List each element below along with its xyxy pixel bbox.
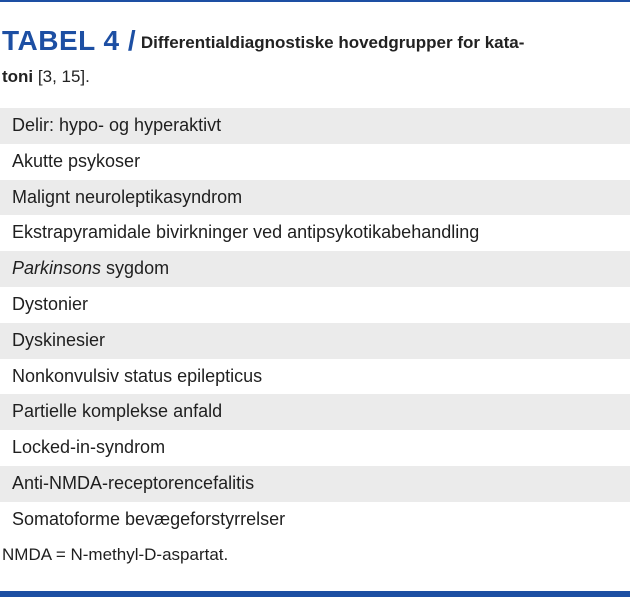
- table-title: [2, 24, 626, 94]
- table-row: [0, 144, 630, 180]
- table-caption-refs: [3, 15].: [37, 67, 90, 86]
- table-row: [0, 466, 630, 502]
- row-label: Anti-NMDA-receptorencefalitis: [12, 472, 255, 493]
- row-label: sygdom: [101, 258, 170, 279]
- table-row: [0, 108, 630, 144]
- table-row: [0, 502, 630, 538]
- table-row: [0, 251, 630, 287]
- row-label: Dystonier: [12, 293, 89, 314]
- table-row: [0, 323, 630, 359]
- row-label: Ekstrapyramidale bivirkninger ved antipsykotikabehandling: [12, 222, 480, 243]
- row-label: Somatoforme bevægeforstyrrelser: [12, 508, 286, 529]
- diagnosis-table: [0, 108, 630, 538]
- row-label: Partielle komplekse anfald: [12, 401, 223, 422]
- row-label-italic: Parkinsons: [12, 258, 102, 279]
- table-caption-line1: Differentialdiagnostiske hovedgrupper for kata-: [140, 33, 525, 52]
- bottom-rule: [0, 591, 630, 597]
- row-label: Locked-in-syndrom: [12, 437, 166, 458]
- row-label: Delir: hypo- og hyperaktivt: [12, 115, 222, 135]
- row-label: Malignt neuroleptikasyndrom: [12, 186, 243, 207]
- table-caption-line2: toni: [2, 67, 34, 86]
- row-label: Dyskinesier: [12, 329, 106, 350]
- table-row: [0, 287, 630, 323]
- table-row: [0, 394, 630, 430]
- table-row: [0, 180, 630, 216]
- row-label: Nonkonvulsiv status epilepticus: [12, 365, 263, 386]
- row-label: Akutte psykoser: [12, 150, 141, 171]
- table-footnote: NMDA = N-methyl-D-aspartat.: [2, 545, 229, 564]
- table-row: [0, 430, 630, 466]
- table-row: [0, 359, 630, 395]
- table-number: TABEL 4 /: [2, 25, 137, 56]
- table-row: [0, 215, 630, 251]
- top-rule: [0, 0, 630, 2]
